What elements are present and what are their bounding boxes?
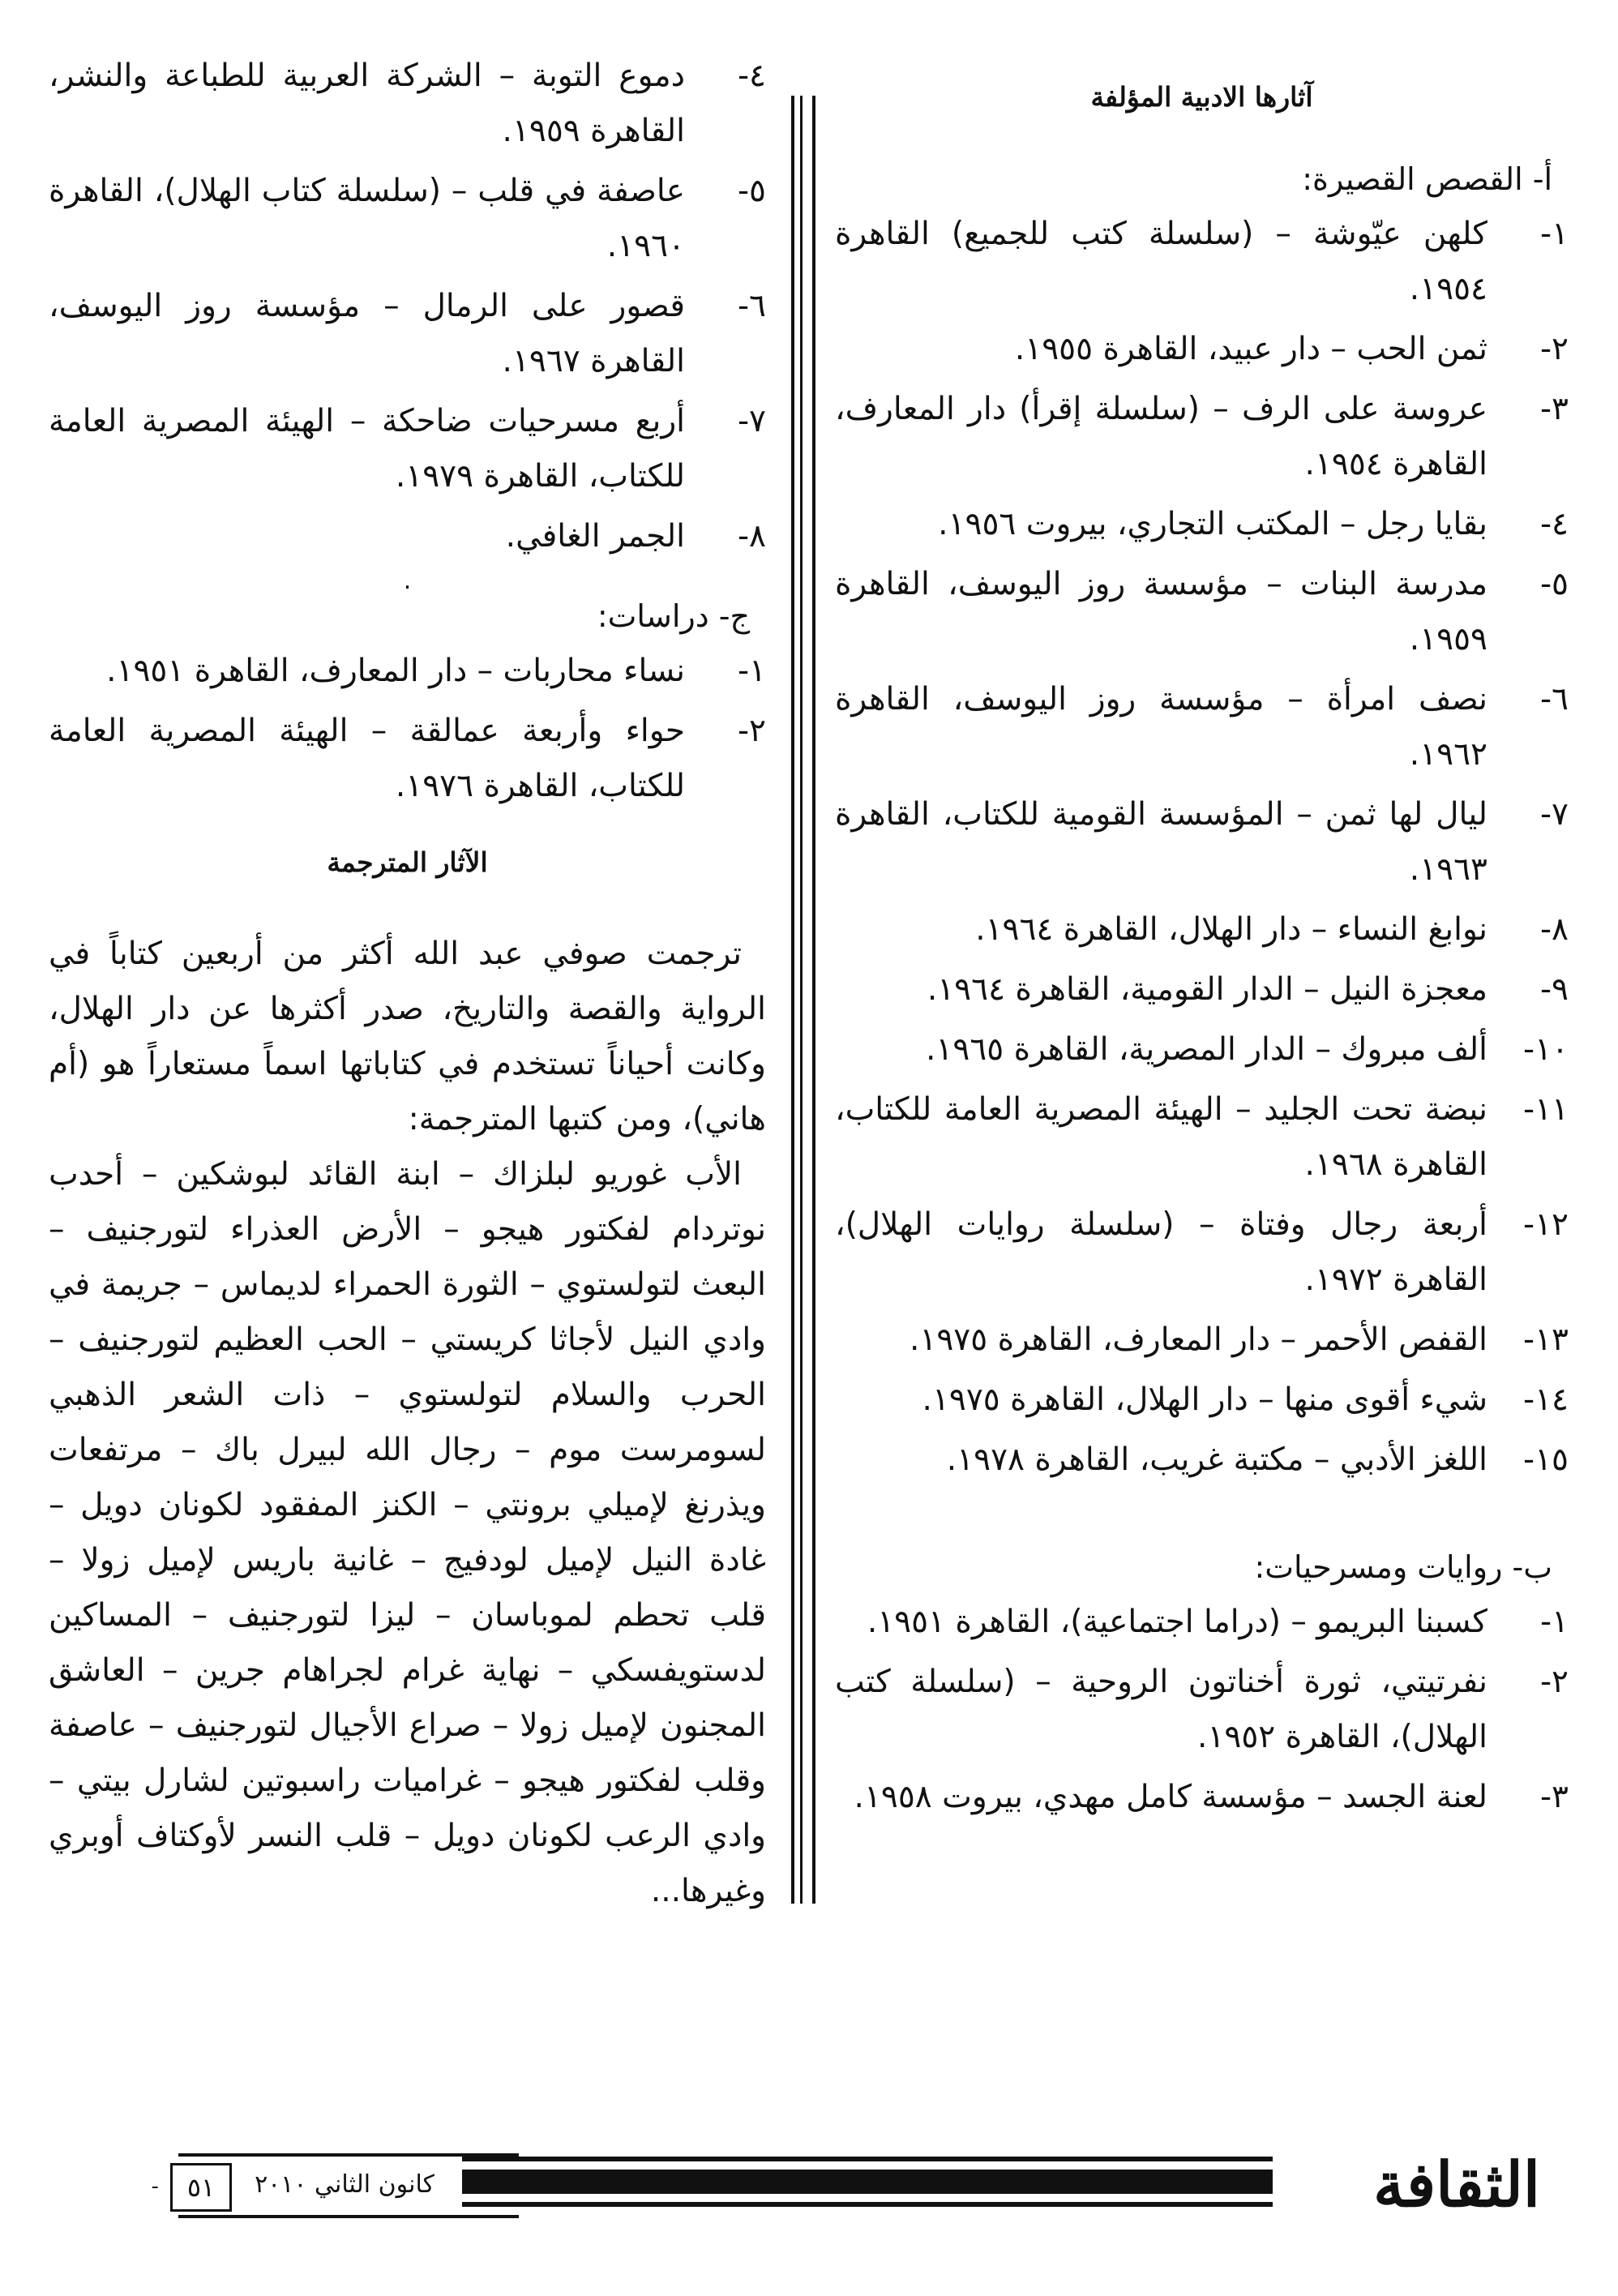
stray-dot: . <box>403 567 412 595</box>
right-column <box>835 49 1569 1830</box>
item-number: ٣- <box>1539 391 1569 427</box>
item-number: ٧- <box>1539 796 1569 833</box>
studies-heading: ج- دراسات: <box>597 598 750 634</box>
footer-rule <box>462 2157 1273 2213</box>
list-item <box>49 704 766 814</box>
item-number: ٢- <box>737 713 766 749</box>
item-number: ١- <box>1539 1604 1569 1640</box>
short-stories-heading: أ- القصص القصيرة: <box>1302 161 1552 197</box>
list-item <box>835 557 1569 667</box>
list-item <box>835 1022 1569 1077</box>
issue-rule-top <box>178 2153 519 2157</box>
novels-plays-list <box>835 1595 1569 1825</box>
item-number: ١٥- <box>1523 1441 1569 1478</box>
item-number: ٤- <box>1539 506 1569 542</box>
item-text: عاصفة في قلب – (سلسلة كتاب الهلال)، القاهرة ١٩٦٠. <box>49 173 685 264</box>
translated-works-title: الآثار المترجمة <box>327 846 488 878</box>
item-number: ٦- <box>1539 681 1569 718</box>
item-number: ٢- <box>1539 331 1569 367</box>
item-text: عروسة على الرف – (سلسلة إقرأ) دار المعارف، القاهرة ١٩٥٤. <box>835 391 1487 482</box>
list-item <box>835 1595 1569 1650</box>
item-text: شيء أقوى منها – دار الهلال، القاهرة ١٩٧٥. <box>922 1381 1487 1418</box>
item-text: كلهن عيّوشة – (سلسلة كتب للجميع) القاهرة ١٩٥٤. <box>835 216 1487 307</box>
page-footer <box>49 2148 1540 2221</box>
item-number: ١٢- <box>1523 1206 1569 1243</box>
list-item <box>49 644 766 699</box>
list-item <box>835 1197 1569 1308</box>
item-text: معجزة النيل – الدار القومية، القاهرة ١٩٦٤. <box>927 971 1487 1008</box>
item-number: ١١- <box>1523 1091 1569 1128</box>
item-number: ٨- <box>1539 911 1569 948</box>
item-text: مدرسة البنات – مؤسسة روز اليوسف، القاهرة ١٩٥٩. <box>835 566 1487 658</box>
page-number: ٥١ <box>170 2163 232 2212</box>
item-text: أربع مسرحيات ضاحكة – الهيئة المصرية العامة للكتاب، القاهرة ١٩٧٩. <box>49 403 685 495</box>
list-item <box>835 1770 1569 1825</box>
item-number: ٧- <box>737 403 766 439</box>
studies-list <box>49 644 766 814</box>
list-item <box>835 1082 1569 1193</box>
authored-works-title: آثارها الادبية المؤلفة <box>1090 81 1313 113</box>
item-number: ٩- <box>1539 971 1569 1008</box>
item-text: دموع التوبة – الشركة العربية للطباعة والنشر، القاهرة ١٩٥٩. <box>49 58 685 149</box>
item-text: أربعة رجال وفتاة – (سلسلة روايات الهلال)، القاهرة ١٩٧٢. <box>835 1206 1487 1298</box>
item-text: حواء وأربعة عمالقة – الهيئة المصرية العامة للكتاب، القاهرة ١٩٧٦. <box>49 713 685 804</box>
list-item <box>49 164 766 274</box>
item-number: ٥- <box>1539 566 1569 602</box>
item-text: اللغز الأدبي – مكتبة غريب، القاهرة ١٩٧٨. <box>946 1441 1487 1478</box>
item-text: ليال لها ثمن – المؤسسة القومية للكتاب، القاهرة ١٩٦٣. <box>835 796 1487 888</box>
list-item <box>835 322 1569 377</box>
novels-plays-list-continued <box>49 49 766 564</box>
item-text: نوابغ النساء – دار الهلال، القاهرة ١٩٦٤. <box>975 911 1487 948</box>
item-number: ٤- <box>737 58 766 94</box>
item-text: نفرتيتي، ثورة أخناتون الروحية – (سلسلة كتب الهلال)، القاهرة ١٩٥٢. <box>835 1664 1487 1755</box>
list-item <box>835 1373 1569 1428</box>
list-item <box>49 49 766 159</box>
magazine-logo: الثقافة <box>1373 2148 1540 2221</box>
item-text: قصور على الرمال – مؤسسة روز اليوسف، القاهرة ١٩٦٧. <box>49 288 685 379</box>
list-item <box>49 509 766 564</box>
item-text: ثمن الحب – دار عبيد، القاهرة ١٩٥٥. <box>1014 331 1487 367</box>
translated-books-paragraph: الأب غوريو لبلزاك – ابنة القائد لبوشكين – أحدب نوتردام لفكتور هيجو – الأرض العذراء لتورجنيف – البعث لتولستوي – الثورة الحمراء لديماس – جريمة في وادي النيل لأجاثا كريستي – الحب العظيم لتورجنيف – الحرب والسلام لتولستوي – ذات الشعر الذهبي لسومرست موم – رجال الله لبيرل باك – مرتفعات ويذرنغ لإميلي برونتي – الكنز المفقود لكونان دويل – غادة النيل لإميل لودفيج – غانية باريس لإميل زولا – قلب تحطم لموباسان – ليزا لتورجنيف – المساكين لدستويفسكي – نهاية غرام لجراهام جرين – العاشق المجنون لإميل زولا – صراع الأجيال لتورجنيف – عاصفة وقلب لفكتور هيجو – غراميات راسبوتين لشارل بيتي – وادي الرعب لكونان دويل – قلب النسر لأوكتاف أوبري وغيرها... <box>49 1156 766 1909</box>
list-item <box>49 394 766 504</box>
footer-rule-top <box>462 2157 1273 2161</box>
item-text: لعنة الجسد – مؤسسة كامل مهدي، بيروت ١٩٥٨. <box>854 1779 1487 1815</box>
item-number: ١٠- <box>1523 1031 1569 1068</box>
list-item <box>835 207 1569 317</box>
item-text: بقايا رجل – المكتب التجاري، بيروت ١٩٥٦. <box>938 506 1487 542</box>
item-number: ١- <box>1539 216 1569 252</box>
footer-rule-bottom <box>462 2202 1273 2207</box>
list-item <box>49 279 766 389</box>
list-item <box>835 902 1569 957</box>
item-text: نبضة تحت الجليد – الهيئة المصرية العامة للكتاب، القاهرة ١٩٦٨. <box>835 1091 1487 1183</box>
issue-date: كانون الثاني ٢٠١٠ <box>255 2170 434 2199</box>
list-item <box>835 1433 1569 1488</box>
list-item <box>835 497 1569 552</box>
short-stories-list <box>835 207 1569 1488</box>
item-text: كسبنا البريمو – (دراما اجتماعية)، القاهرة ١٩٥١. <box>867 1604 1487 1640</box>
list-item <box>835 1313 1569 1368</box>
item-text: نساء محاربات – دار المعارف، القاهرة ١٩٥١. <box>106 653 685 689</box>
list-item <box>835 787 1569 897</box>
item-number: ٨- <box>737 518 766 555</box>
left-column <box>49 49 766 1919</box>
list-item <box>835 672 1569 782</box>
item-number: ٣- <box>1539 1779 1569 1815</box>
item-number: ١- <box>737 653 766 689</box>
item-text: ألف مبروك – الدار المصرية، القاهرة ١٩٦٥. <box>926 1031 1487 1068</box>
column-divider <box>791 96 815 1904</box>
footer-mark: ـ <box>152 2173 158 2193</box>
translated-intro-paragraph: ترجمت صوفي عبد الله أكثر من أربعين كتاباً في الرواية والقصة والتاريخ، صدر أكثرها عن دار الهلال، وكانت أحياناً تستخدم في كتاباتها اسماً مستعاراً هو (أم هاني)، ومن كتبها المترجمة: <box>49 936 766 1137</box>
item-number: ٢- <box>1539 1664 1569 1700</box>
list-item <box>835 382 1569 492</box>
item-text: القفص الأحمر – دار المعارف، القاهرة ١٩٧٥. <box>910 1321 1487 1358</box>
item-number: ١٤- <box>1523 1381 1569 1418</box>
issue-rule-bottom <box>178 2215 519 2218</box>
item-number: ١٣- <box>1523 1321 1569 1358</box>
item-text: الجمر الغافي. <box>505 518 685 555</box>
list-item <box>835 1655 1569 1765</box>
item-number: ٦- <box>737 288 766 324</box>
section-gap <box>835 1493 1569 1549</box>
item-text: نصف امرأة – مؤسسة روز اليوسف، القاهرة ١٩٦٢. <box>835 681 1487 773</box>
novels-plays-heading: ب- روايات ومسرحيات: <box>1254 1549 1552 1585</box>
list-item <box>835 962 1569 1017</box>
item-number: ٥- <box>737 173 766 209</box>
footer-rule-bar <box>462 2170 1273 2194</box>
